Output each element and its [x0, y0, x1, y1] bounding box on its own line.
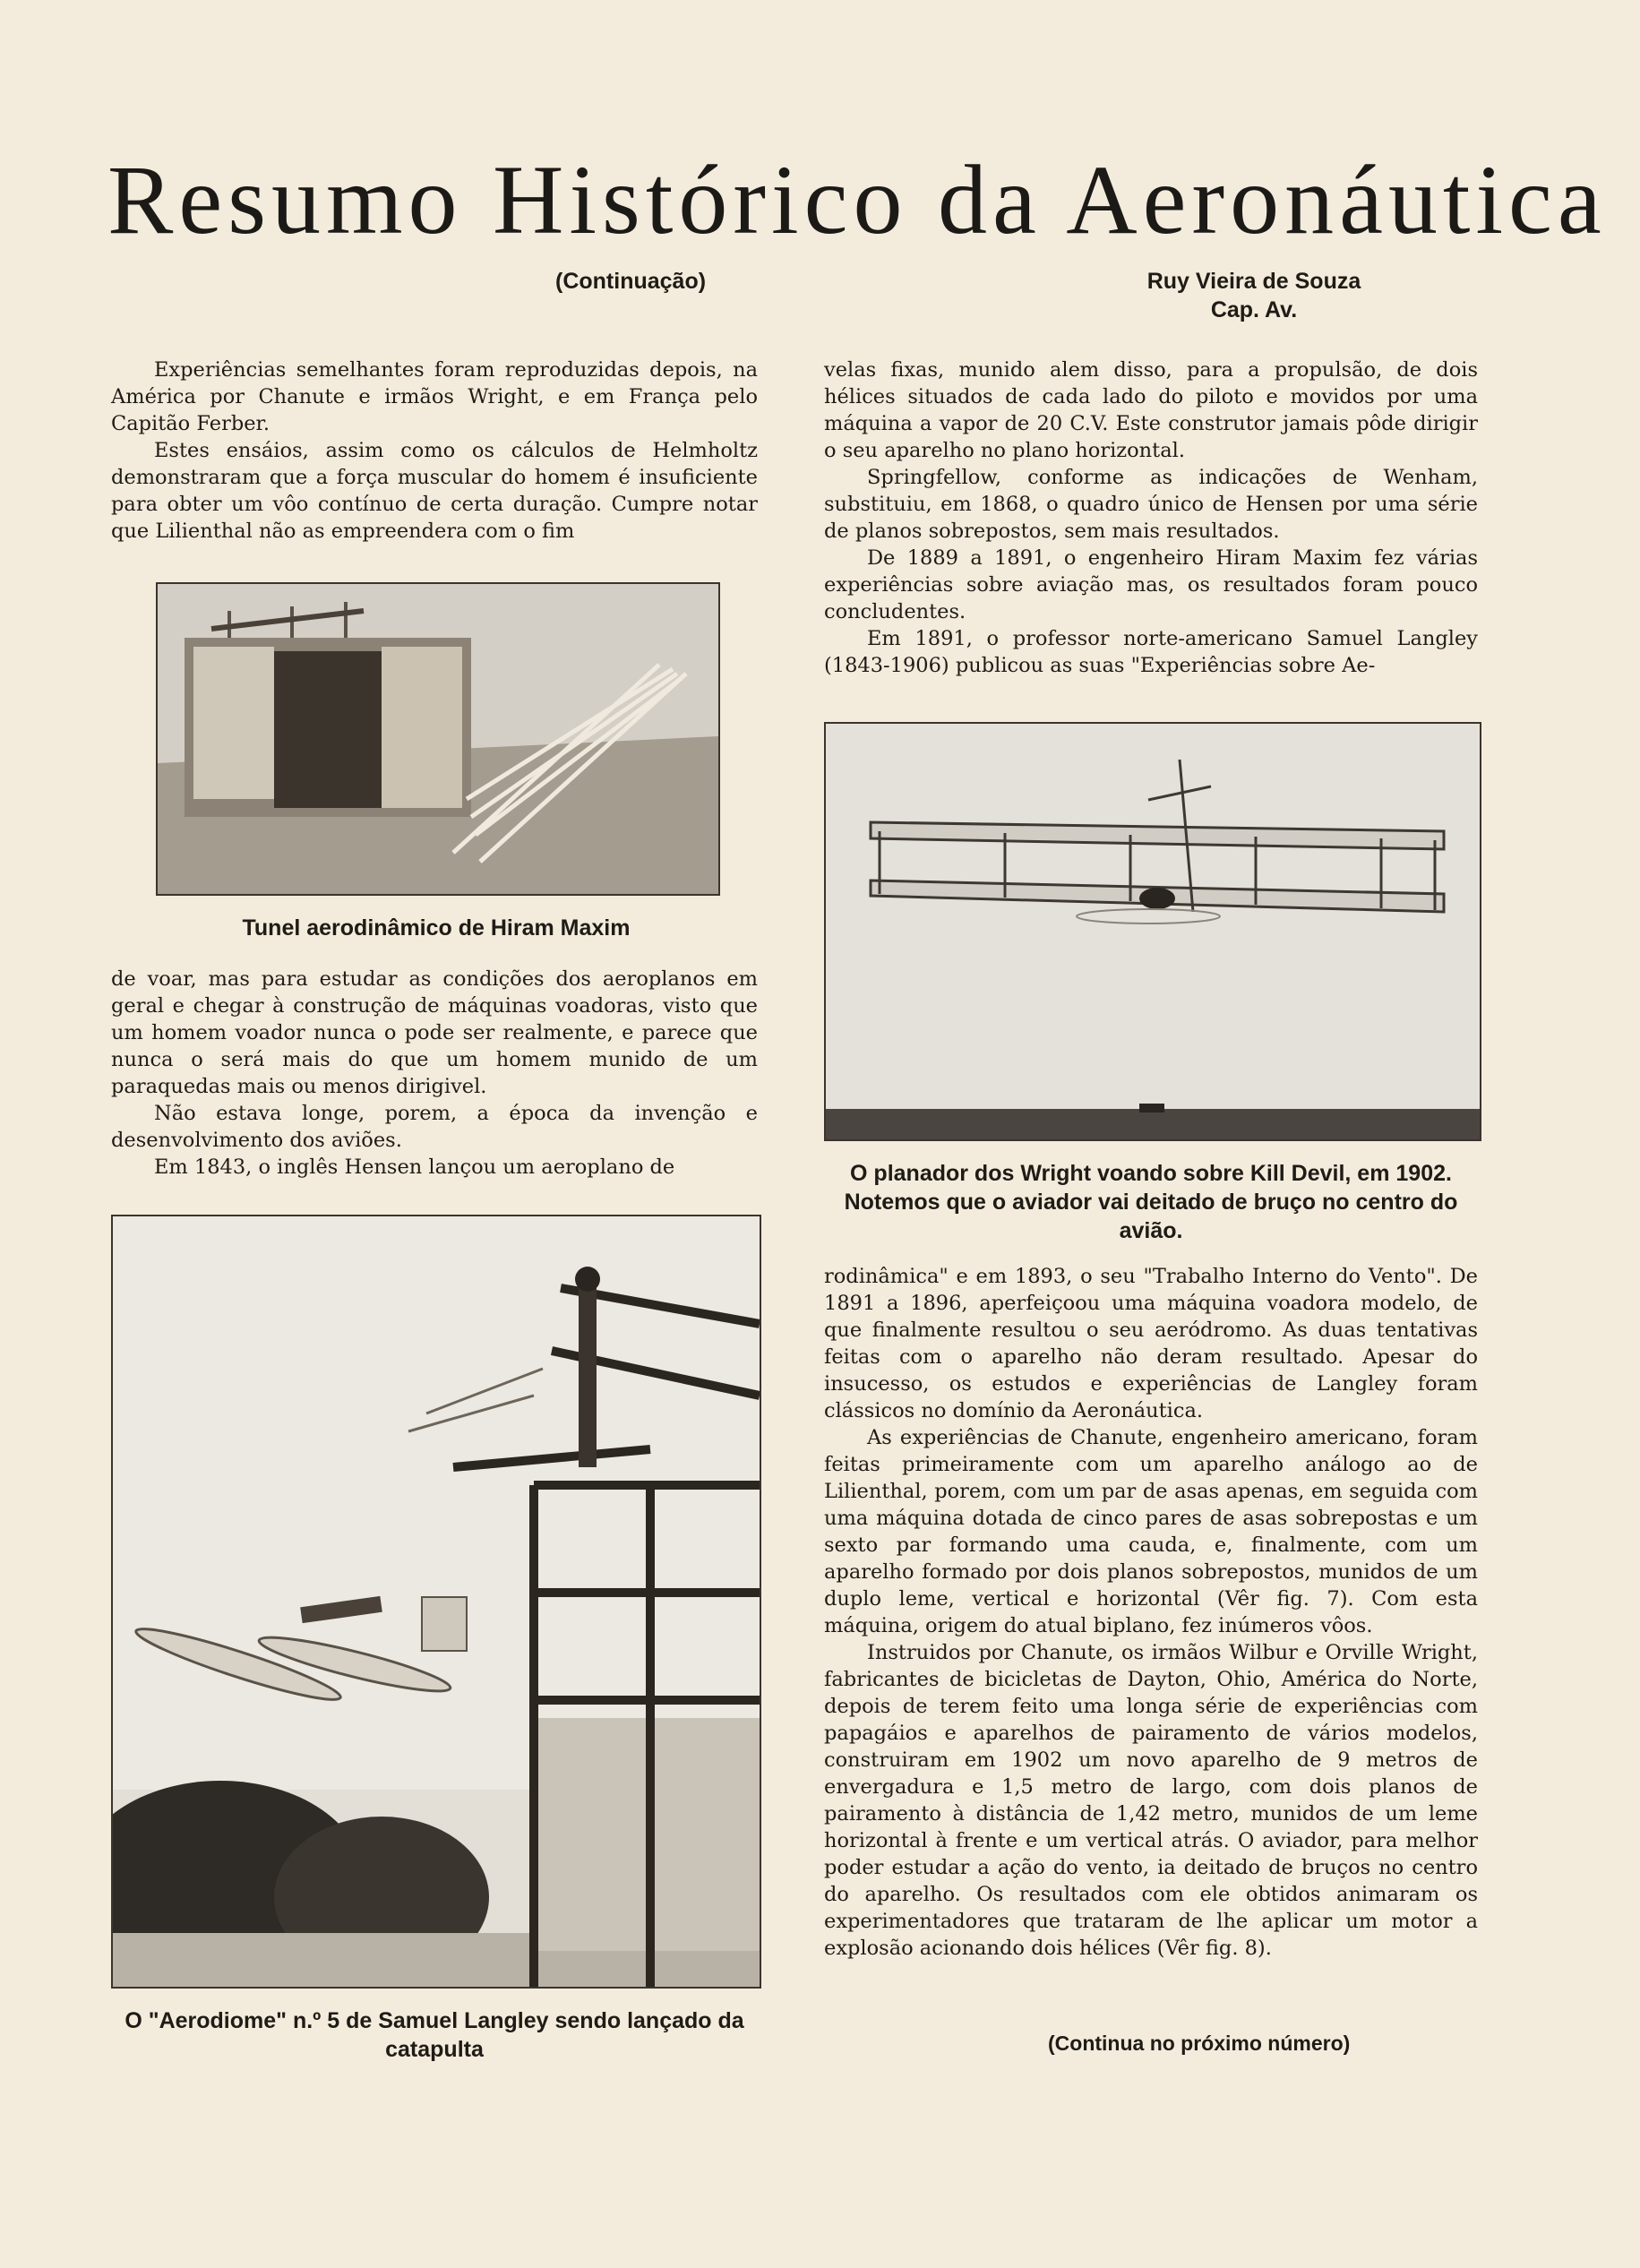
- article-title: Resumo Histórico da Aeronáutica: [107, 145, 1607, 254]
- right-column-bottom-text: [824, 1263, 1478, 1962]
- paragraph: Estes ensáios, assim como os cálculos de Helmholtz demonstraram que a força muscular do homem é insuficiente para obter um vôo contínuo de certa duração. Cumpre notar que Lilienthal não as empreendera com o fim: [111, 439, 758, 543]
- author-name: Ruy Vieira de Souza: [1146, 269, 1361, 294]
- paragraph: Instruidos por Chanute, os irmãos Wilbur e Orville Wright, fabricantes de bicicletas de Dayton, Ohio, América do Norte, depois de terem feito uma longa série de experiências com papagáios e aparelhos de pairamento de vários modelos, construiram em 1902 um novo aparelho de 9 metros de envergadura e 1,5 metro de largo, com dois planos de pairamento à distância de 1,42 metro, munidos de um leme horizontal à frente e um vertical atrás. O aviador, para melhor poder estudar a ação do vento, ia deitado de bruços no centro do aparelho. Os resultados com ele obtidos animaram os experimentadores que trataram de lhe aplicar um motor a explosão acionando dois hélices (Vêr fig. 8).: [824, 1641, 1478, 1960]
- paragraph: De 1889 a 1891, o engenheiro Hiram Maxim fez várias experiências sobre aviação mas, os resultados foram pouco concludentes.: [824, 546, 1478, 623]
- author-rank: Cap. Av.: [1210, 297, 1298, 322]
- paragraph: rodinâmica" e em 1893, o seu "Trabalho Interno do Vento". De 1891 a 1896, aperfeiçoou uma máquina voadora modelo, de que finalmente resultou o seu aeródromo. As duas tentativas feitas com o aparelho não deram resultado. Apesar do insucesso, os estudos e experiências de Langley foram clássicos no domínio da Aeronáutica.: [824, 1265, 1478, 1422]
- paragraph: As experiências de Chanute, engenheiro americano, foram feitas primeiramente com um aparelho análogo ao de Lilienthal, porem, com um par de asas apenas, em seguida com uma máquina dotada de cinco pares de asas sobrepostas e um sexto par formando uma cauda, e, finalmente, com um aparelho formado por dois planos sobrepostos, munidos de um duplo leme, vertical e horizontal (Vêr fig. 7). Com esta máquina, origem do atual biplano, fez inúmeros vôos.: [824, 1426, 1478, 1637]
- paragraph: Não estava longe, porem, a época da invenção e desenvolvimento dos aviões.: [111, 1102, 758, 1152]
- left-column-mid-text: [111, 966, 758, 1181]
- wright-glider-photo: [824, 722, 1481, 1141]
- paragraph: de voar, mas para estudar as condições dos aeroplanos em geral e chegar à construção de máquinas voadoras, visto que um homem voador nunca o pode ser realmente, e parece que nunca o será mais do que um homem munido de um paraquedas mais ou menos dirigivel.: [111, 967, 758, 1098]
- langley-aerodrome-photo: [111, 1215, 761, 1989]
- paragraph: Em 1843, o inglês Hensen lançou um aeroplano de: [154, 1155, 675, 1179]
- paragraph: velas fixas, munido alem disso, para a propulsão, de dois hélices situados de cada lado do piloto e movidos por uma máquina a vapor de 20 C.V. Este construtor jamais pôde dirigir o seu aparelho no plano horizontal.: [824, 358, 1478, 462]
- paragraph: Experiências semelhantes foram reproduzidas depois, na América por Chanute e irmãos Wright, e em França pelo Capitão Ferber.: [111, 358, 758, 435]
- maxim-tunnel-caption: Tunel aerodinâmico de Hiram Maxim: [242, 915, 631, 941]
- right-column-top-text: [824, 357, 1478, 679]
- article-subtitle: (Continuação): [555, 269, 707, 294]
- author-block: [1102, 267, 1406, 324]
- left-column-top-text: [111, 357, 758, 545]
- continuation-note: (Continua no próximo número): [1048, 2032, 1351, 2055]
- langley-caption: O "Aerodiome" n.º 5 de Samuel Langley sendo lançado da catapulta: [125, 2008, 744, 2062]
- maxim-tunnel-photo: [156, 582, 720, 896]
- paragraph: Springfellow, conforme as indicações de Wenham, substituiu, em 1868, o quadro único de Hensen por uma série de planos sobrepostos, sem mais resultados.: [824, 466, 1478, 543]
- wright-glider-caption: O planador dos Wright voando sobre Kill Devil, em 1902. Notemos que o aviador vai deitado de bruço no centro do avião.: [844, 1161, 1458, 1243]
- paragraph: Em 1891, o professor norte-americano Samuel Langley (1843-1906) publicou as suas "Experiências sobre Ae-: [824, 627, 1478, 677]
